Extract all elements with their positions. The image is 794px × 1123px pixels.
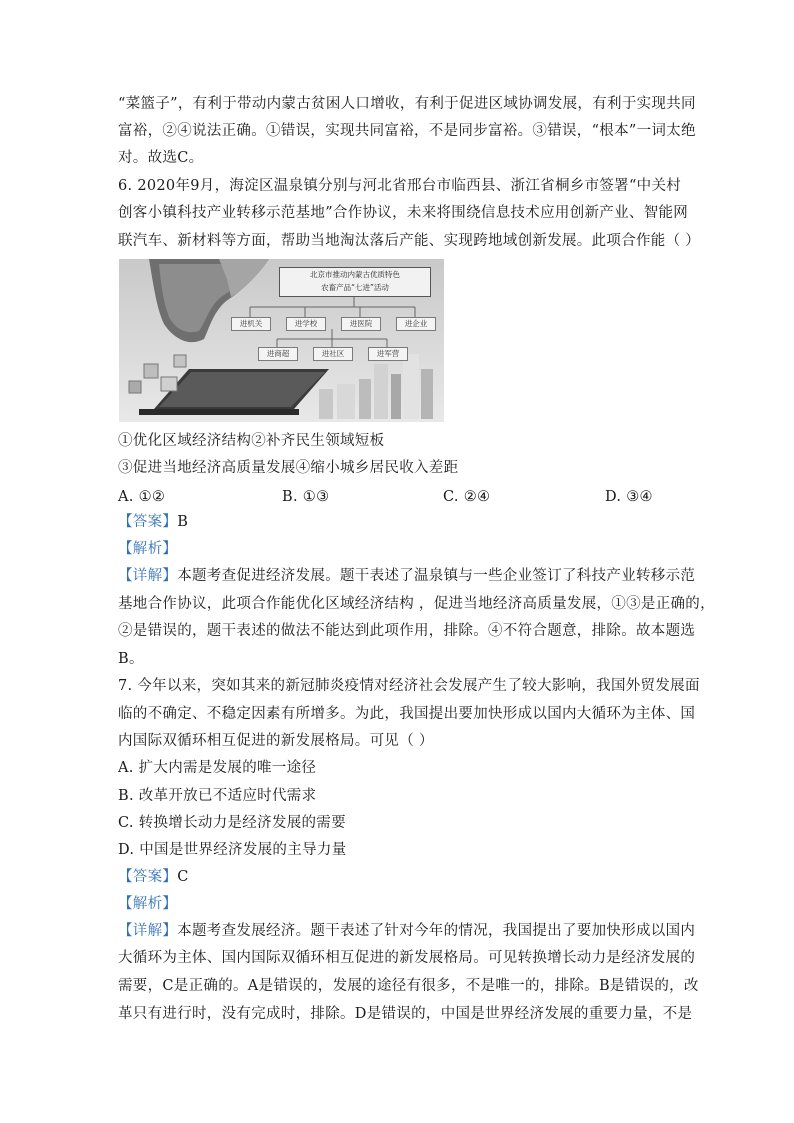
detail-line: 【详解】本题考查促进经济发展。题干表述了温泉镇与一些企业签订了科技产业转移示范 [118, 568, 696, 584]
figure-box: 进商超 [258, 347, 298, 361]
detail-tag: 【详解】 [118, 923, 178, 939]
figure-box: 进学校 [286, 317, 326, 331]
text-line: ②是错误的，题干表述的做法不能达到此项作用，排除。④不符合题意，排除。故本题选 [118, 623, 696, 639]
detail-tag: 【详解】 [118, 568, 178, 584]
question-6-options [118, 487, 678, 507]
option-b: B. ①③ [282, 489, 330, 505]
figure-box: 进医院 [341, 317, 381, 331]
text-line: 临的不确定、不稳定因素有所增多。为此，我国提出要加快形成以国内大循环为主体、国 [118, 706, 696, 722]
text-line: 联汽车、新材料等方面，帮助当地淘汰落后产能、实现跨地域创新发展。此项合作能（ ） [118, 233, 701, 249]
text-line: 内国际双循环相互促进的新发展格局。可见（ ） [118, 733, 434, 749]
option-d: D. 中国是世界经济发展的主导力量 [118, 842, 347, 858]
text-line: 对。故选C。 [118, 150, 204, 166]
analysis-tag: 【解析】 [118, 896, 178, 912]
figure-box: 进军营 [368, 347, 408, 361]
question-6-statement: ①优化区域经济结构②补齐民生领域短板 [118, 433, 385, 449]
option-d: D. ③④ [605, 489, 653, 505]
figure-box: 进机关 [231, 317, 271, 331]
answer-line [118, 867, 189, 887]
answer-tag: 【答案】 [118, 869, 178, 885]
text-line: B。 [118, 651, 144, 667]
answer-tag: 【答案】 [118, 514, 178, 530]
detail-line: 【详解】本题考查发展经济。题干表述了针对今年的情况，我国提出了要加快形成以国内 [118, 923, 696, 939]
answer-value: C [177, 869, 189, 885]
answer-value: B [177, 514, 189, 530]
question-7-stem: 7. 今年以来，突如其来的新冠肺炎疫情对经济社会发展产生了较大影响，我国外贸发展面 [118, 678, 700, 694]
question-6-statement: ③促进当地经济高质量发展④缩小城乡居民收入差距 [118, 460, 459, 476]
text-line: 大循环为主体、国内国际双循环相互促进的新发展格局。可见转换增长动力是经济发展的 [118, 950, 696, 966]
analysis-tag: 【解析】 [118, 541, 178, 557]
figure-title: 北京市推动内蒙古优质特色 农畜产品“七进”活动 [279, 267, 431, 297]
question-6-figure [119, 259, 444, 422]
text-line: 革只有进行时，没有完成时，排除。D是错误的，中国是世界经济发展的重要力量，不是 [118, 1006, 693, 1022]
option-b: B. 改革开放已不适应时代需求 [118, 788, 317, 804]
text-line: 创客小镇科技产业转移示范基地”合作协议，未来将围绕信息技术应用创新产业、智能网 [118, 205, 689, 221]
answer-line [118, 512, 188, 532]
figure-box: 进企业 [396, 317, 436, 331]
text-line: 富裕，②④说法正确。①错误，实现共同富裕，不是同步富裕。③错误，“根本”一词太绝 [118, 123, 696, 139]
option-a: A. ①② [118, 489, 166, 505]
text-line: “菜篮子”，有利于带动内蒙古贫困人口增收，有利于促进区域协调发展，有利于实现共同 [118, 96, 696, 112]
option-c: C. ②④ [443, 489, 491, 505]
option-c: C. 转换增长动力是经济发展的需要 [118, 815, 346, 831]
text-line: 需要，C是正确的。A是错误的，发展的途径有很多，不是唯一的，排除。B是错误的，改 [118, 978, 699, 994]
question-6-stem: 6. 2020年9月，海淀区温泉镇分别与河北省邢台市临西县、浙江省桐乡市签署“中关村 [118, 178, 682, 194]
figure-box: 进社区 [313, 347, 353, 361]
option-a: A. 扩大内需是发展的唯一途径 [118, 760, 317, 776]
text-line: 基地合作协议，此项合作能优化区域经济结构 ，促进当地经济高质量发展，①③是正确的， [118, 596, 715, 612]
